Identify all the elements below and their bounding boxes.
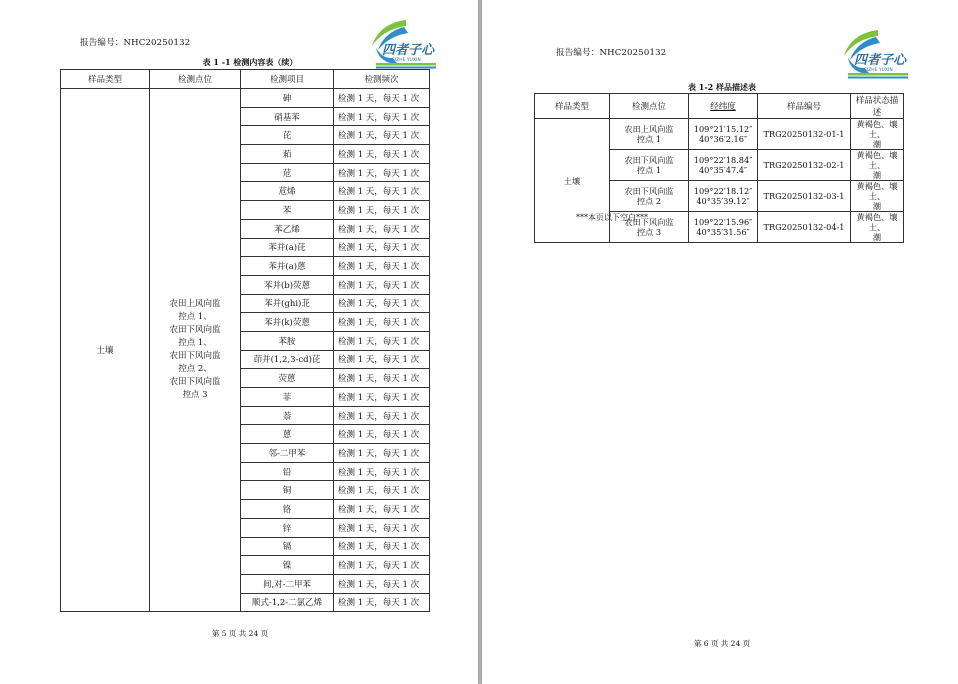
company-logo <box>368 18 440 70</box>
detection-point-cell <box>610 181 689 212</box>
table-title: 表 1-2 样品描述表 <box>687 82 757 92</box>
header-detection-item: 检测项目 <box>241 70 334 89</box>
frequency-cell: 检测 1 天，每天 1 次 <box>334 593 430 612</box>
coordinates-cell <box>689 181 758 212</box>
page-6 <box>482 0 958 684</box>
sample-type-cell: 土壤 <box>61 89 150 612</box>
sample-state-cell-line: 黄褐色、壤土、 <box>856 119 898 139</box>
frequency-cell: 检测 1 天，每天 1 次 <box>334 500 430 519</box>
svg-text:四者子心: 四者子心 <box>382 43 435 58</box>
sample-state-cell-line: 潮 <box>872 170 882 180</box>
frequency-cell: 检测 1 天，每天 1 次 <box>334 257 430 276</box>
detection-item-cell: 苯并(ghi)苝 <box>241 294 334 313</box>
detection-point-cell <box>610 119 689 150</box>
frequency-cell: 检测 1 天，每天 1 次 <box>334 275 430 294</box>
sample-type-cell: 土壤 <box>535 119 610 243</box>
sample-state-cell-line: 黄褐色、壤土、 <box>856 212 898 232</box>
header-sample-type: 样品类型 <box>61 70 150 89</box>
frequency-cell: 检测 1 天，每天 1 次 <box>334 145 430 164</box>
detection-item-cell: 锌 <box>241 518 334 537</box>
frequency-cell: 检测 1 天，每天 1 次 <box>334 238 430 257</box>
detection-item-cell: 荧蒽 <box>241 369 334 388</box>
svg-text:四者子心: 四者子心 <box>854 53 907 68</box>
coordinates-cell-line: 40°35′47.4″ <box>698 165 748 175</box>
frequency-cell: 检测 1 天，每天 1 次 <box>334 89 430 108</box>
detection-point-cell-line: 控点 1 <box>636 134 662 144</box>
sample-state-cell-line: 潮 <box>872 139 882 149</box>
header-sample-state: 样品状态描述 <box>851 94 904 119</box>
detection-item-cell: 镍 <box>241 556 334 575</box>
frequency-cell: 检测 1 天，每天 1 次 <box>334 388 430 407</box>
detection-point-cell <box>610 150 689 181</box>
frequency-cell: 检测 1 天，每天 1 次 <box>334 182 430 201</box>
detection-item-cell: 萘 <box>241 406 334 425</box>
detection-item-cell: 苊 <box>241 163 334 182</box>
frequency-cell: 检测 1 天，每天 1 次 <box>334 107 430 126</box>
frequency-cell: 检测 1 天，每天 1 次 <box>334 126 430 145</box>
detection-point-line: 农田下风向监 <box>169 351 221 362</box>
header-detection-point: 检测点位 <box>150 70 241 89</box>
report-number: 报告编号：NHC20250132 <box>556 48 667 58</box>
coordinates-cell-line: 109°22′18.12″ <box>693 186 753 196</box>
coordinates-cell <box>689 119 758 150</box>
detection-item-cell: 邻-二甲苯 <box>241 444 334 463</box>
detection-item-cell: 间,对-二甲苯 <box>241 574 334 593</box>
detection-item-cell: 顺式-1,2-二氯乙烯 <box>241 593 334 612</box>
page-5 <box>0 0 478 684</box>
detection-item-cell: 苯乙烯 <box>241 219 334 238</box>
frequency-cell: 检测 1 天，每天 1 次 <box>334 574 430 593</box>
coordinates-cell-line: 40°35′31.56″ <box>696 227 750 237</box>
frequency-cell: 检测 1 天，每天 1 次 <box>334 518 430 537</box>
detection-point-line: 农田上风向监 <box>169 299 221 310</box>
header-sample-type: 样品类型 <box>535 94 610 119</box>
header-coordinates: 经纬度 <box>689 94 758 119</box>
detection-point-cell-line: 控点 1 <box>636 165 662 175</box>
frequency-cell: 检测 1 天，每天 1 次 <box>334 369 430 388</box>
sample-state-cell <box>851 150 904 181</box>
detection-item-cell: 苯胺 <box>241 331 334 350</box>
detection-point-cell-line: 农田下风向监 <box>624 155 674 165</box>
detection-point-cell-line: 农田上风向监 <box>624 124 674 134</box>
detection-item-cell: 萂 <box>241 145 334 164</box>
sample-state-cell-line: 潮 <box>872 232 882 242</box>
sample-id-cell: TRG20250132-03-1 <box>758 181 851 212</box>
detection-point-line: 控点 2、 <box>178 364 212 375</box>
detection-item-cell: 镉 <box>241 537 334 556</box>
frequency-cell: 检测 1 天，每天 1 次 <box>334 425 430 444</box>
detection-point-cell-line: 农田下风向监 <box>624 217 674 227</box>
coordinates-cell-line: 109°21′15.12″ <box>693 124 753 134</box>
detection-item-cell: 苯 <box>241 201 334 220</box>
page-footer: 第 5 页 共 24 页 <box>211 629 269 638</box>
detection-item-cell: 铬 <box>241 500 334 519</box>
header-sample-id: 样品编号 <box>758 94 851 119</box>
detection-item-cell: 苯并(a)芘 <box>241 238 334 257</box>
frequency-cell: 检测 1 天，每天 1 次 <box>334 219 430 238</box>
detection-point-cell <box>150 89 241 612</box>
detection-item-cell: 苯并(b)荧蒽 <box>241 275 334 294</box>
coordinates-cell-line: 109°22′15.96″ <box>693 217 753 227</box>
sample-state-cell-line: 黄褐色、壤土、 <box>856 150 898 170</box>
coordinates-cell <box>689 212 758 243</box>
frequency-cell: 检测 1 天，每天 1 次 <box>334 406 430 425</box>
frequency-cell: 检测 1 天，每天 1 次 <box>334 313 430 332</box>
detection-point-line: 农田下风向监 <box>169 377 221 388</box>
sample-state-cell-line: 潮 <box>872 201 882 211</box>
frequency-cell: 检测 1 天，每天 1 次 <box>334 556 430 575</box>
coordinates-cell-line: 40°35′39.12″ <box>696 196 750 206</box>
detection-item-cell: 菲 <box>241 388 334 407</box>
detection-item-cell: 芘 <box>241 126 334 145</box>
detection-content-table <box>60 69 430 612</box>
sample-id-cell: TRG20250132-02-1 <box>758 150 851 181</box>
sample-state-cell <box>851 181 904 212</box>
sample-state-cell-line: 黄褐色、壤土、 <box>856 181 898 201</box>
coordinates-cell <box>689 150 758 181</box>
detection-item-cell: 铜 <box>241 481 334 500</box>
frequency-cell: 检测 1 天，每天 1 次 <box>334 481 430 500</box>
detection-item-cell: 砷 <box>241 89 334 108</box>
sample-state-cell <box>851 212 904 243</box>
frequency-cell: 检测 1 天，每天 1 次 <box>334 537 430 556</box>
sample-state-cell <box>851 119 904 150</box>
frequency-cell: 检测 1 天，每天 1 次 <box>334 201 430 220</box>
frequency-cell: 检测 1 天，每天 1 次 <box>334 444 430 463</box>
header-frequency: 检测频次 <box>334 70 430 89</box>
detection-point-line: 控点 1、 <box>178 338 212 349</box>
sample-id-cell: TRG20250132-04-1 <box>758 212 851 243</box>
detection-point-cell-line: 控点 2 <box>636 196 662 206</box>
detection-point-line: 控点 3 <box>182 390 208 401</box>
detection-item-cell: 硝基苯 <box>241 107 334 126</box>
svg-text:SIZHE YUXIN: SIZHE YUXIN <box>864 68 893 73</box>
detection-item-cell: 苯并(a)蒽 <box>241 257 334 276</box>
detection-point-cell-line: 农田下风向监 <box>624 186 674 196</box>
frequency-cell: 检测 1 天，每天 1 次 <box>334 163 430 182</box>
page-footer: 第 6 页 共 24 页 <box>693 639 751 648</box>
detection-item-cell: 茚并(1,2,3-cd)芘 <box>241 350 334 369</box>
detection-item-cell: 苯并(k)荧蒽 <box>241 313 334 332</box>
table-title: 表 1 -1 检测内容表（续） <box>202 57 298 67</box>
detection-item-cell: 蒽 <box>241 425 334 444</box>
frequency-cell: 检测 1 天，每天 1 次 <box>334 350 430 369</box>
coordinates-cell-line: 109°22′18.84″ <box>693 155 753 165</box>
blank-below-note: ***本页以下空白*** <box>576 213 648 222</box>
detection-item-cell: 苊烯 <box>241 182 334 201</box>
header-detection-point: 检测点位 <box>610 94 689 119</box>
sample-id-cell: TRG20250132-01-1 <box>758 119 851 150</box>
company-logo <box>840 28 912 80</box>
detection-point-line: 控点 1、 <box>178 312 212 323</box>
table-row <box>535 119 904 150</box>
report-number: 报告编号：NHC20250132 <box>80 38 191 48</box>
detection-item-cell: 铅 <box>241 462 334 481</box>
detection-point-line: 农田下风向监 <box>169 325 221 336</box>
frequency-cell: 检测 1 天，每天 1 次 <box>334 331 430 350</box>
detection-point-cell-line: 控点 3 <box>636 227 662 237</box>
svg-text:SIZHE YUXIN: SIZHE YUXIN <box>392 58 421 63</box>
table-row <box>61 89 430 108</box>
coordinates-cell-line: 40°36′2.16″ <box>698 134 748 144</box>
frequency-cell: 检测 1 天，每天 1 次 <box>334 462 430 481</box>
frequency-cell: 检测 1 天，每天 1 次 <box>334 294 430 313</box>
